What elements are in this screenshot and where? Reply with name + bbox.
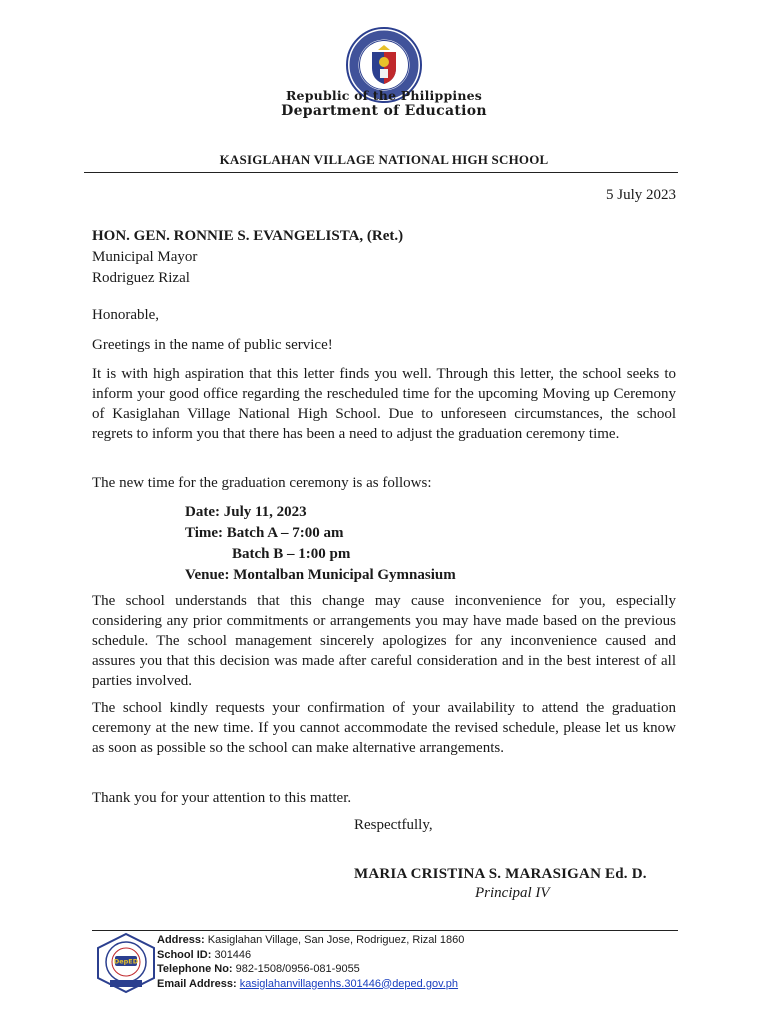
closing: Respectfully,	[354, 817, 433, 833]
school-name: KASIGLAHAN VILLAGE NATIONAL HIGH SCHOOL	[219, 152, 549, 167]
signatory-name: MARIA CRISTINA S. MARASIGAN Ed. D.	[354, 866, 647, 882]
department-header: Department of Education	[281, 103, 487, 119]
telephone-label: Telephone No:	[157, 963, 233, 975]
school-id-value: 301446	[214, 948, 252, 961]
salutation: Honorable,	[92, 307, 160, 323]
schedule-venue: Venue: Montalban Municipal Gymnasium	[185, 567, 456, 583]
recipient-location: Rodriguez Rizal	[92, 270, 190, 286]
paragraph-2: The new time for the graduation ceremony is as follows:	[92, 475, 432, 491]
paragraph-5: Thank you for your attention to this matter.	[92, 790, 352, 806]
footer-email-line	[157, 977, 464, 992]
paragraph-1: It is with high aspiration that this letter finds you well. Through this letter, the school seeks to inform your good office regarding the rescheduled time for the upcoming Moving up Ceremony of Kasiglahan Village National High School. Due to unforeseen circumstances, the school regrets to inform you that there has been a need to adjust the graduation ceremony time.	[92, 366, 676, 442]
school-id-label: School ID:	[157, 948, 212, 961]
letter-date: 5 July 2023	[605, 187, 676, 203]
schedule-time-b: Batch B – 1:00 pm	[232, 546, 351, 562]
header-divider	[84, 172, 678, 173]
address-label: Address:	[157, 934, 205, 946]
footer-divider	[92, 930, 678, 931]
recipient-name: HON. GEN. RONNIE S. EVANGELISTA, (Ret.)	[92, 228, 404, 244]
address-value: Kasiglahan Village, San Jose, Rodriguez, Rizal 1860	[207, 934, 465, 946]
footer-address-line	[157, 933, 464, 948]
signatory-title: Principal IV	[475, 885, 550, 901]
recipient-title: Municipal Mayor	[92, 249, 198, 265]
schedule-date: Date: July 11, 2023	[185, 504, 307, 520]
email-label: Email Address:	[157, 977, 237, 990]
svg-text:DepED: DepED	[113, 957, 139, 966]
schedule-time-a: Time: Batch A – 7:00 am	[185, 525, 344, 541]
telephone-value: 982-1508/0956-081-9055	[235, 963, 360, 975]
recipient-block	[92, 226, 403, 289]
email-link[interactable]: kasiglahanvillagenhs.301446@deped.gov.ph	[239, 977, 459, 990]
paragraph-3: The school understands that this change may cause inconvenience for you, especially considering any prior commitments or arrangements you may have made based on the previous schedule. The school management sincerely apologizes for any inconvenience caused and assures you that this decision was made after careful consideration and in the best interest of all parties involved.	[92, 593, 676, 689]
republic-header: Republic of the Philippines	[285, 88, 483, 103]
footer-contact	[157, 933, 464, 991]
schedule-block	[185, 502, 456, 586]
paragraph-4: The school kindly requests your confirmation of your availability to attend the graduation ceremony at the new time. If you cannot accommodate the revised schedule, please let us know as soon as possible so the school can make alternative arrangements.	[92, 700, 676, 756]
greeting: Greetings in the name of public service!	[92, 337, 333, 353]
footer-telephone-line	[157, 962, 464, 977]
school-badge-icon	[94, 932, 158, 994]
footer-school-id-line	[157, 948, 464, 963]
